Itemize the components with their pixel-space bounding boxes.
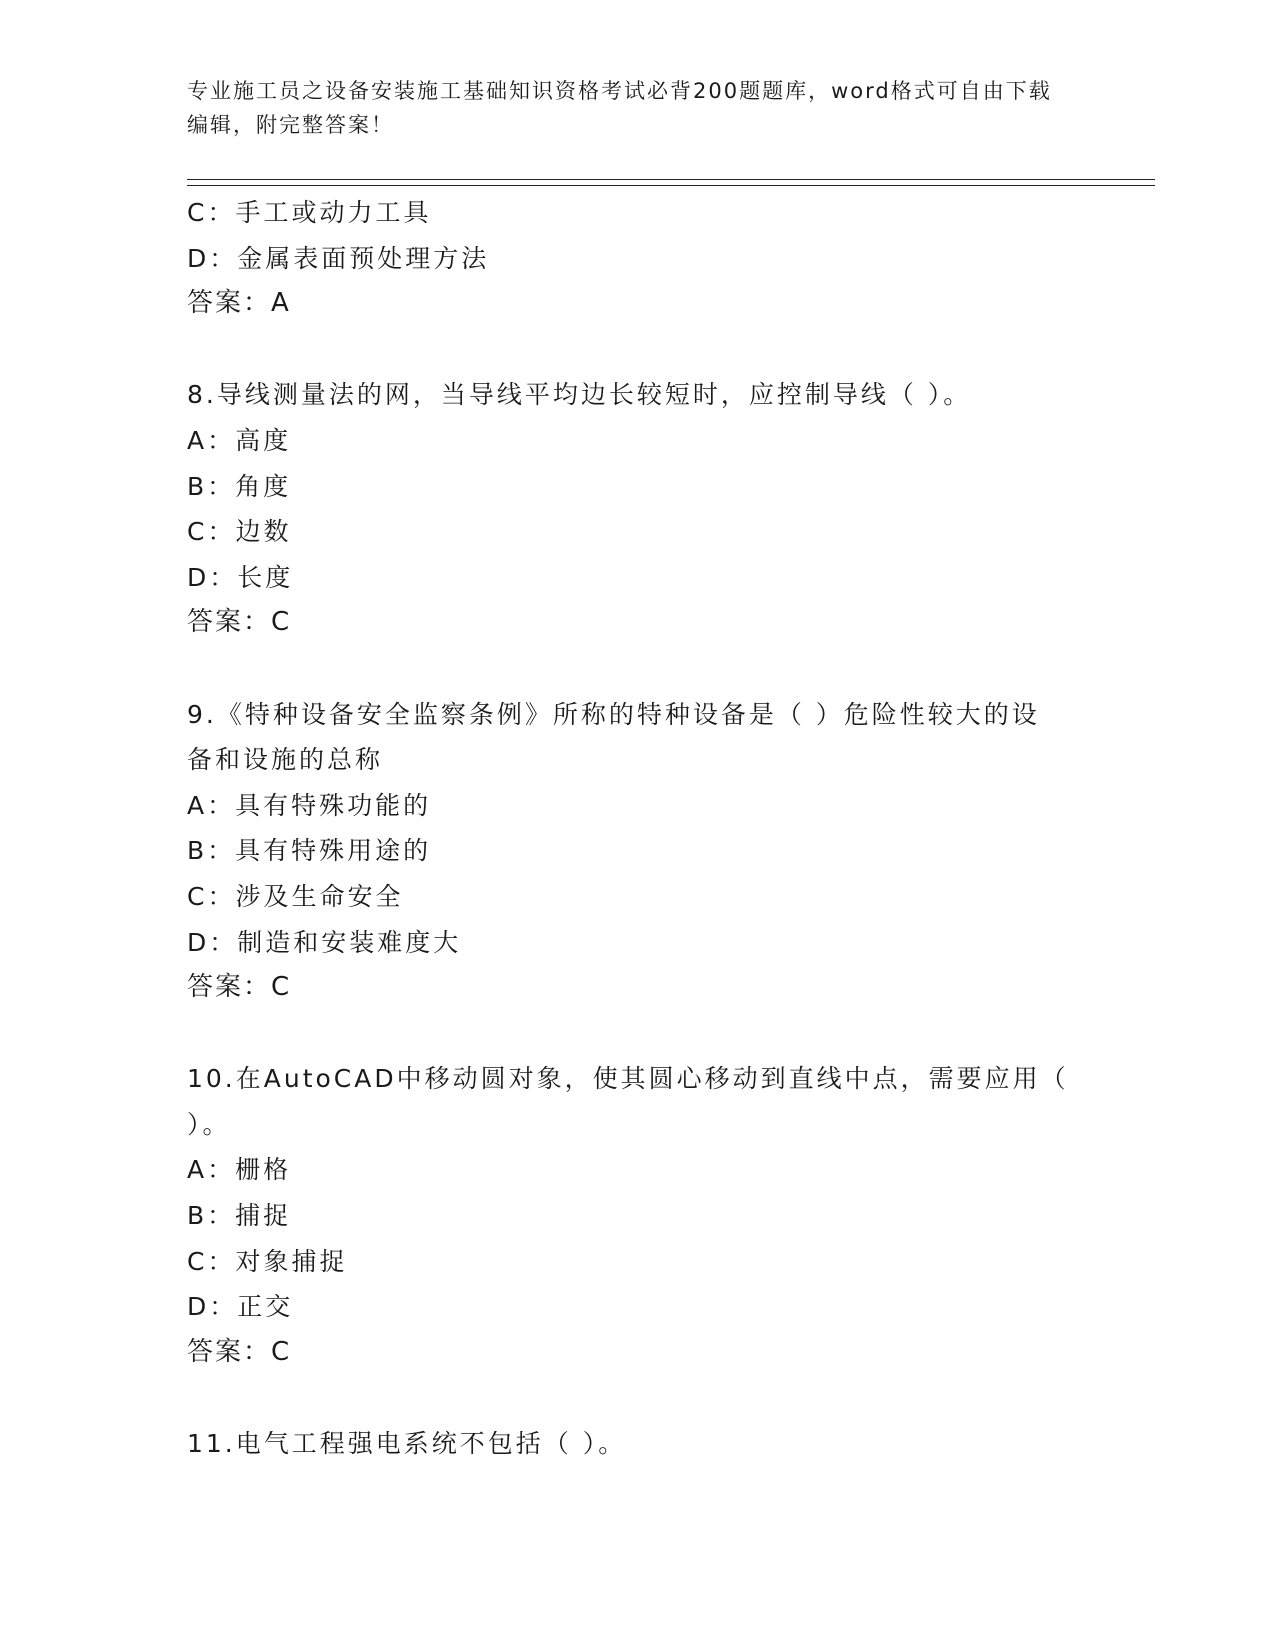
option-a: A：具有特殊功能的	[187, 790, 432, 820]
option-a: A：栅格	[187, 1155, 292, 1185]
question-stem: 9.《特种设备安全监察条例》所称的特种设备是（ ）危险性较大的设	[187, 699, 1040, 729]
option-c: C：手工或动力工具	[187, 198, 432, 227]
option-a: A：高度	[187, 425, 292, 455]
answer: 答案：C	[187, 972, 292, 1003]
option-b: B：角度	[187, 471, 292, 501]
header-double-rule	[187, 179, 1155, 186]
answer: 答案：C	[187, 1336, 292, 1367]
option-c: C：对象捕捉	[187, 1246, 348, 1276]
option-b: B：具有特殊用途的	[187, 836, 432, 866]
question-list	[187, 190, 1087, 1467]
answer: 答案：A	[187, 288, 291, 319]
option-d: D：金属表面预处理方法	[187, 243, 490, 273]
option-d: D：制造和安装难度大	[187, 927, 462, 957]
document-header: 专业施工员之设备安装施工基础知识资格考试必背200题题库，word格式可自由下载编辑，附完整答案！	[187, 79, 1052, 137]
question-stem-continued: ）。	[187, 1109, 231, 1139]
option-b: B：捕捉	[187, 1201, 292, 1231]
answer: 答案：C	[187, 607, 292, 638]
option-c: C：涉及生命安全	[187, 881, 404, 911]
question-stem: 10.在AutoCAD中移动圆对象，使其圆心移动到直线中点，需要应用（	[187, 1064, 1069, 1094]
question-stem: 8.导线测量法的网，当导线平均边长较短时，应控制导线（ ）。	[187, 380, 972, 410]
question-stem: 11.电气工程强电系统不包括（ ）。	[187, 1429, 627, 1459]
option-d: D：长度	[187, 562, 294, 592]
question-stem-continued: 备和设施的总称	[187, 745, 384, 775]
option-d: D：正交	[187, 1292, 294, 1322]
option-c: C：边数	[187, 517, 292, 547]
